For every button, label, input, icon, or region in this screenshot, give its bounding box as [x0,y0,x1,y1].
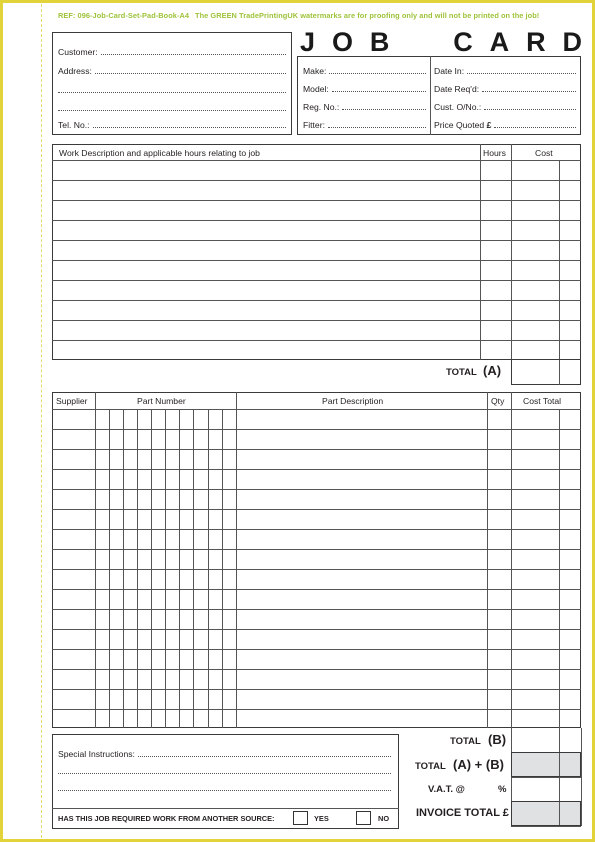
make-field[interactable] [303,66,426,76]
description-divider [487,392,488,728]
parts-row[interactable] [52,509,581,510]
watermark-note: The GREEN TradePrintingUK watermarks are for proofing only and will not be printed on the job! [195,11,540,20]
hours-header: Hours [483,148,506,158]
work-row[interactable] [52,280,581,281]
cost-header: Cost [535,148,553,158]
title-letter-b: B [369,27,390,57]
parts-row[interactable] [52,589,581,590]
address-field[interactable] [58,66,286,76]
yes-label: YES [314,814,329,823]
title-letter-j: J [300,27,316,57]
work-hours-divider [480,144,481,360]
part-number-header: Part Number [137,396,186,406]
tel-field[interactable] [58,120,286,130]
invoice-total-label: INVOICE TOTAL £ [416,807,509,819]
vat-cell[interactable] [511,777,581,801]
vat-label: V.A.T. @ [428,784,465,795]
totals-right-border [581,728,582,826]
total-ab-label: TOTAL [415,761,446,772]
parts-table [52,392,581,728]
supplier-header: Supplier [56,396,88,406]
date-req-label: Date Req'd: [434,84,480,94]
reg-label: Reg. No.: [303,102,340,112]
work-row[interactable] [52,260,581,261]
reg-field[interactable] [303,102,426,112]
parts-row[interactable] [52,709,581,710]
ref-code: REF: 096-Job-Card-Set-Pad-Book-A4 [58,11,190,20]
total-a-divider [559,360,560,385]
part-description-header: Part Description [322,396,384,406]
work-description-header: Work Description and applicable hours relating to job [59,148,260,158]
special-instructions-label: Special Instructions: [58,749,135,759]
fitter-field[interactable] [303,120,426,130]
total-a-cell[interactable] [511,359,581,385]
reference-line [58,11,539,20]
work-row[interactable] [52,240,581,241]
instructions-divider [52,808,399,809]
yes-checkbox[interactable] [293,811,308,825]
fitter-label: Fitter: [303,120,325,130]
supplier-divider [95,392,96,728]
price-currency: £ [486,120,492,130]
instructions-line-3[interactable] [58,790,391,791]
qty-header: Qty [491,396,505,406]
work-row[interactable] [52,340,581,341]
parts-row[interactable] [52,609,581,610]
instructions-line-2[interactable] [58,773,391,774]
title-letter-d: D [562,27,582,57]
title-letter-o: O [331,27,353,57]
work-table [52,144,581,360]
job-card-title [300,29,582,55]
vat-percent: % [498,784,507,795]
perforation-line [41,4,42,838]
tel-label: Tel. No.: [58,120,90,130]
customer-label: Customer: [58,47,98,57]
vehicle-dates-divider [430,56,431,135]
work-pence-divider [559,160,560,385]
total-b-cell[interactable] [511,728,581,752]
cost-total-header: Cost Total [523,396,562,406]
no-checkbox[interactable] [356,811,371,825]
cust-order-field[interactable] [434,102,576,112]
customer-field[interactable] [58,47,286,57]
invoice-total-cell[interactable] [511,801,581,826]
model-field[interactable] [303,84,426,94]
total-a-label: TOTAL [446,367,477,378]
work-row[interactable] [52,320,581,321]
parts-row[interactable] [52,489,581,490]
no-label: NO [378,814,390,823]
cust-order-label: Cust. O/No.: [434,102,482,112]
parts-row[interactable] [52,689,581,690]
address-label: Address: [58,66,92,76]
title-letter-c: C [453,27,473,57]
qty-divider [511,392,512,728]
model-label: Model: [303,84,329,94]
date-in-label: Date In: [434,66,465,76]
date-in-field[interactable] [434,66,576,76]
price-quoted-label: Price Quoted [434,120,485,130]
parts-row[interactable] [52,529,581,530]
parts-row[interactable] [52,429,581,430]
work-row[interactable] [52,300,581,301]
parts-row[interactable] [52,649,581,650]
address-line-3[interactable] [58,110,286,111]
address-line-2[interactable] [58,92,286,93]
date-req-field[interactable] [434,84,576,94]
special-instructions-field[interactable] [58,749,391,759]
total-ab-key: (A) + (B) [453,757,504,772]
total-a-key: (A) [483,363,502,378]
parts-row[interactable] [52,669,581,670]
parts-row[interactable] [52,549,581,550]
parts-row[interactable] [52,449,581,450]
parts-row[interactable] [52,629,581,630]
title-letter-r: R [526,27,546,57]
total-b-label: TOTAL [450,736,481,747]
totals-bottom-line [511,826,581,827]
price-quoted-field[interactable] [434,120,576,130]
work-row[interactable] [52,180,581,181]
work-row[interactable] [52,160,581,161]
make-label: Make: [303,66,327,76]
total-ab-cell[interactable] [511,752,581,777]
work-row[interactable] [52,220,581,221]
parts-row[interactable] [52,469,581,470]
total-b-key: (B) [488,732,507,747]
other-source-question: HAS THIS JOB REQUIRED WORK FROM ANOTHER SOURCE: [58,814,275,823]
parts-row[interactable] [52,409,581,410]
parts-row[interactable] [52,569,581,570]
part-number-divider [236,392,237,728]
work-row[interactable] [52,200,581,201]
title-letter-a: A [489,27,510,57]
